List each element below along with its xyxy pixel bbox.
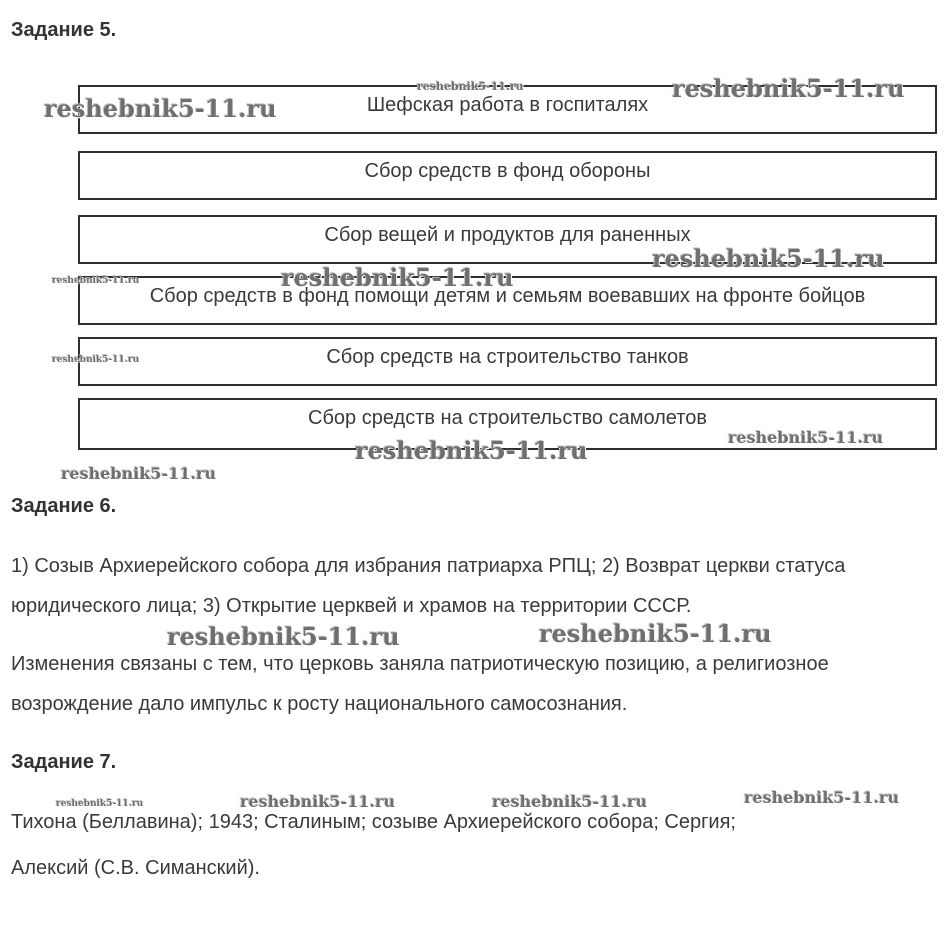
- watermark: reshebnik5-11.ru: [539, 619, 772, 648]
- watermark: reshebnik5-11.ru: [744, 788, 900, 807]
- answer-box-4: Сбор средств в фонд помощи детям и семьям воевавших на фронте бойцов: [78, 276, 937, 325]
- task-5-heading: Задание 5.: [11, 19, 117, 41]
- watermark: reshebnik5-11.ru: [417, 80, 524, 93]
- task-7-answer-line-2: Алексий (С.В. Симанский).: [11, 857, 260, 879]
- answer-box-5: Сбор средств на строительство танков: [78, 337, 937, 386]
- answer-box-2: Сбор средств в фонд обороны: [78, 151, 937, 200]
- watermark: reshebnik5-11.ru: [652, 244, 885, 273]
- watermark: reshebnik5-11.ru: [44, 94, 277, 123]
- task-6-explanation-paragraph: Изменения связаны с тем, что церковь заняла патриотическую позицию, а религиозное возрождение дало импульс к росту национального самосознания.: [11, 653, 829, 715]
- watermark: reshebnik5-11.ru: [355, 436, 588, 465]
- watermark: reshebnik5-11.ru: [672, 74, 905, 103]
- watermark: reshebnik5-11.ru: [240, 792, 396, 811]
- task-7-heading: Задание 7.: [11, 751, 117, 773]
- task-6-answer-paragraph: 1) Созыв Архиерейского собора для избрания патриарха РПЦ; 2) Возврат церкви статуса юридического лица; 3) Открытие церквей и храмов на территории СССР.: [11, 555, 846, 617]
- watermark: reshebnik5-11.ru: [52, 276, 140, 286]
- watermark: reshebnik5-11.ru: [281, 263, 514, 292]
- watermark: reshebnik5-11.ru: [492, 792, 648, 811]
- task-6-heading: Задание 6.: [11, 495, 117, 517]
- watermark: reshebnik5-11.ru: [61, 464, 217, 483]
- answer-box-3: Сбор вещей и продуктов для раненных: [78, 215, 937, 264]
- watermark: reshebnik5-11.ru: [56, 799, 144, 809]
- watermark: reshebnik5-11.ru: [728, 428, 884, 447]
- task-7-answer-line-1: Тихона (Беллавина); 1943; Сталиным; созыве Архиерейского собора; Сергия;: [11, 811, 736, 833]
- watermark: reshebnik5-11.ru: [167, 622, 400, 651]
- answer-box-1: Шефская работа в госпиталях: [78, 85, 937, 134]
- watermark: reshebnik5-11.ru: [52, 355, 140, 365]
- answer-box-6: Сбор средств на строительство самолетов: [78, 398, 937, 450]
